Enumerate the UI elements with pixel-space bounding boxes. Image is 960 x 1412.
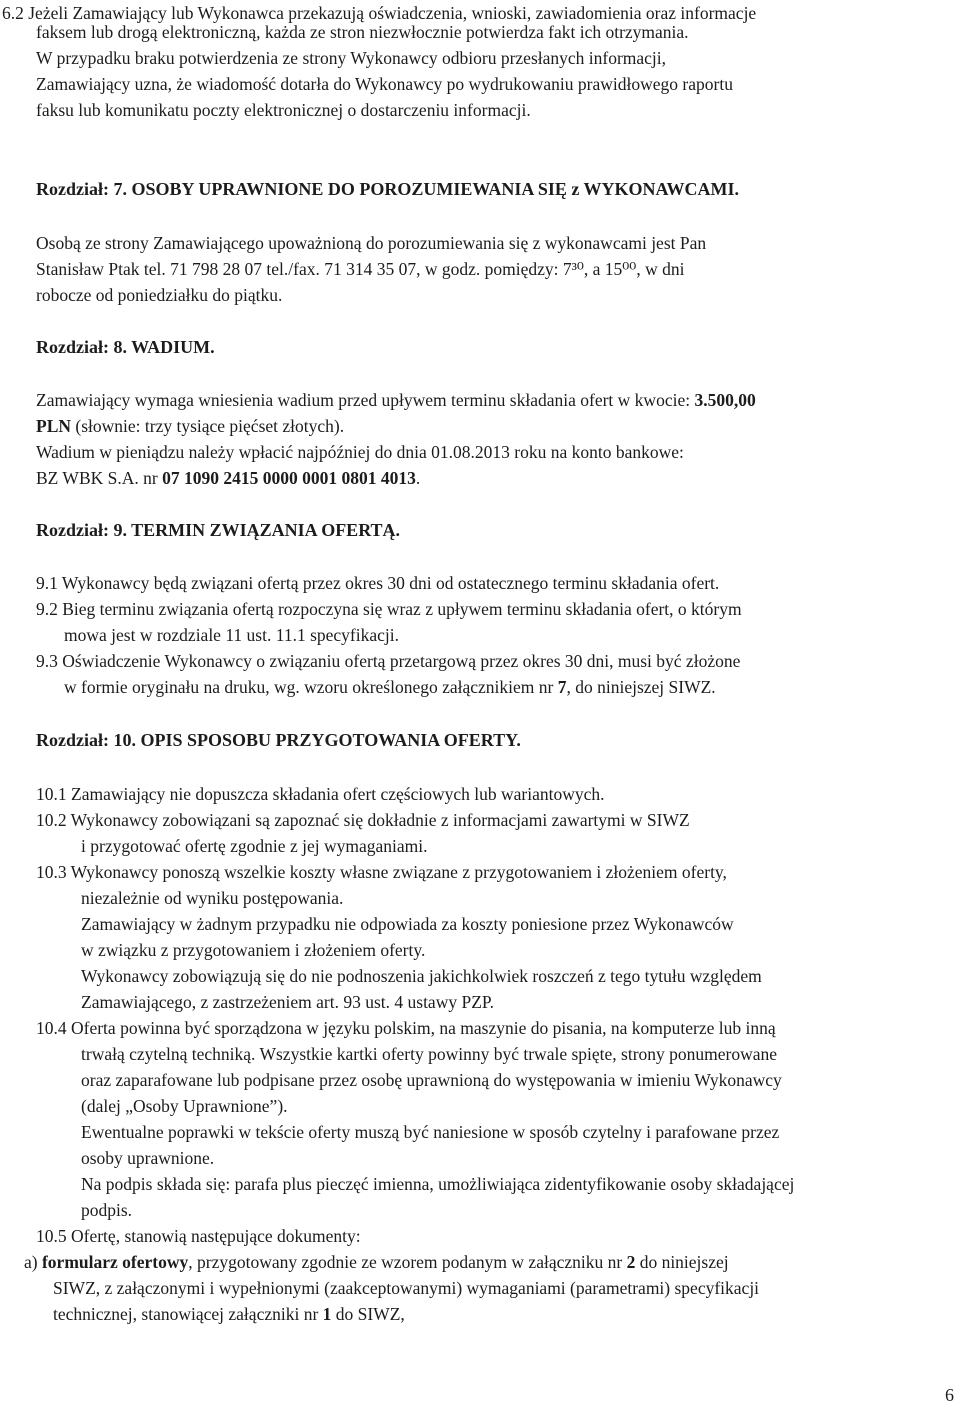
attachment-number: 1 — [322, 1304, 332, 1324]
text: , przygotowany zgodnie ze wzorem podanym w załączniku nr — [188, 1252, 627, 1272]
amount-in-words: (słownie: trzy tysiące pięćset złotych). — [71, 416, 345, 436]
chapter-8-line — [36, 413, 344, 439]
form-name: formularz ofertowy — [41, 1252, 189, 1272]
point-10-4-cont: osoby uprawnione. — [81, 1148, 215, 1168]
point-10-4-cont: Ewentualne poprawki w tekście oferty muszą być naniesione w sposób czytelny i parafowane przez — [81, 1122, 780, 1142]
chapter-8-line: Wadium w pieniądzu należy wpłacić najpóźniej do dnia 01.08.2013 roku na konto bankowe: — [36, 442, 684, 462]
chapter-7-line: Osobą ze strony Zamawiającego upoważnioną do porozumiewania się z wykonawcami jest Pan — [36, 233, 707, 253]
point-10-3-cont: Zamawiającego, z zastrzeżeniem art. 93 ust. 4 ustawy PZP. — [81, 992, 495, 1012]
chapter-8-line — [36, 465, 420, 491]
paragraph-6-2-line: W przypadku braku potwierdzenia ze strony Wykonawcy odbioru przesłanych informacji, — [36, 48, 667, 68]
point-9-2-cont: mowa jest w rozdziale 11 ust. 11.1 specyfikacji. — [64, 625, 399, 645]
point-9-1: 9.1 Wykonawcy będą związani ofertą przez okres 30 dni od ostatecznego terminu składania ofert. — [36, 573, 720, 593]
bank-account-number: 07 1090 2415 0000 0001 0801 4013 — [162, 468, 416, 488]
point-10-5: 10.5 Ofertę, stanowią następujące dokumenty: — [36, 1226, 361, 1246]
chapter-8-line — [36, 387, 756, 413]
point-10-3-cont: Zamawiający w żadnym przypadku nie odpowiada za koszty poniesione przez Wykonawców — [81, 914, 734, 934]
period: . — [415, 468, 421, 488]
point-9-3: 9.3 Oświadczenie Wykonawcy o związaniu ofertą przetargową przez okres 30 dni, musi być złożone — [36, 651, 741, 671]
point-10-3-cont: niezależnie od wyniku postępowania. — [81, 888, 344, 908]
point-10-3-cont: Wykonawcy zobowiązują się do nie podnoszenia jakichkolwiek roszczeń z tego tytułu względem — [81, 966, 762, 986]
chapter-7-line: robocze od poniedziałku do piątku. — [36, 285, 283, 305]
point-10-4-cont: podpis. — [81, 1200, 133, 1220]
text: technicznej, stanowiącej załączniki nr — [53, 1304, 323, 1324]
point-10-1: 10.1 Zamawiający nie dopuszcza składania ofert częściowych lub wariantowych. — [36, 784, 605, 804]
point-10-4-cont: trwałą czytelną techniką. Wszystkie kartki oferty powinny być trwale spięte, strony ponumerowane — [81, 1044, 778, 1064]
point-10-4: 10.4 Oferta powinna być sporządzona w języku polskim, na maszynie do pisania, na komputerze lub inną — [36, 1018, 776, 1038]
chapter-7-heading: Rozdział: 7. OSOBY UPRAWNIONE DO POROZUMIEWANIA SIĘ z WYKONAWCAMI. — [36, 179, 740, 199]
paragraph-6-2-line: Zamawiający uzna, że wiadomość dotarła do Wykonawcy po wydrukowaniu prawidłowego raportu — [36, 74, 733, 94]
chapter-9-heading: Rozdział: 9. TERMIN ZWIĄZANIA OFERTĄ. — [36, 520, 401, 540]
point-10-2: 10.2 Wykonawcy zobowiązani są zapoznać się dokładnie z informacjami zawartymi w SIWZ — [36, 810, 690, 830]
chapter-10-heading: Rozdział: 10. OPIS SPOSOBU PRZYGOTOWANIA OFERTY. — [36, 730, 521, 750]
text: , do niniejszej SIWZ. — [566, 677, 716, 697]
point-10-5-a-cont — [53, 1301, 405, 1327]
currency: PLN — [36, 416, 71, 436]
wadium-amount: 3.500,00 — [694, 390, 756, 410]
point-10-4-cont: oraz zaparafowane lub podpisane przez osobę uprawnioną do występowania w imieniu Wykonawcy — [81, 1070, 782, 1090]
bank-name: BZ WBK S.A. nr — [36, 468, 163, 488]
list-marker: a) — [24, 1252, 42, 1272]
point-10-4-cont: (dalej „Osoby Uprawnione”). — [81, 1096, 288, 1116]
text: do SIWZ, — [331, 1304, 405, 1324]
chapter-7-line: Stanisław Ptak tel. 71 798 28 07 tel./fax. 71 314 35 07, w godz. pomiędzy: 7³⁰, a 15⁰⁰, w dni — [36, 259, 685, 279]
point-9-3-cont — [64, 674, 716, 700]
paragraph-6-2-line: 6.2 Jeżeli Zamawiający lub Wykonawca przekazują oświadczenia, wnioski, zawiadomienia oraz informacje — [2, 3, 757, 23]
page-number: 6 — [945, 1385, 954, 1405]
text: do niniejszej — [635, 1252, 729, 1272]
point-10-5-a-cont: SIWZ, z załączonymi i wypełnionymi (zaakceptowanymi) wymaganiami (parametrami) specyfikacji — [53, 1278, 760, 1298]
text: w formie oryginału na druku, wg. wzoru określonego załącznikiem nr — [64, 677, 558, 697]
wadium-text: Zamawiający wymaga wniesienia wadium przed upływem terminu składania ofert w kwocie: — [36, 390, 695, 410]
chapter-8-heading: Rozdział: 8. WADIUM. — [36, 337, 215, 357]
point-10-2-cont: i przygotować ofertę zgodnie z jej wymaganiami. — [81, 836, 428, 856]
paragraph-6-2-line: faksu lub komunikatu poczty elektronicznej o dostarczeniu informacji. — [36, 100, 531, 120]
attachment-number: 2 — [626, 1252, 636, 1272]
point-10-3: 10.3 Wykonawcy ponoszą wszelkie koszty własne związane z przygotowaniem i złożeniem oferty, — [36, 862, 727, 882]
attachment-number: 7 — [557, 677, 567, 697]
point-10-4-cont: Na podpis składa się: parafa plus pieczęć imienna, umożliwiająca zidentyfikowanie osoby składającej — [81, 1174, 795, 1194]
point-10-5-a — [24, 1249, 729, 1275]
point-10-3-cont: w związku z przygotowaniem i złożeniem oferty. — [81, 940, 426, 960]
paragraph-6-2-line: faksem lub drogą elektroniczną, każda ze stron niezwłocznie potwierdza fakt ich otrzymania. — [36, 22, 689, 42]
point-9-2: 9.2 Bieg terminu związania ofertą rozpoczyna się wraz z upływem terminu składania ofert, o którym — [36, 599, 742, 619]
